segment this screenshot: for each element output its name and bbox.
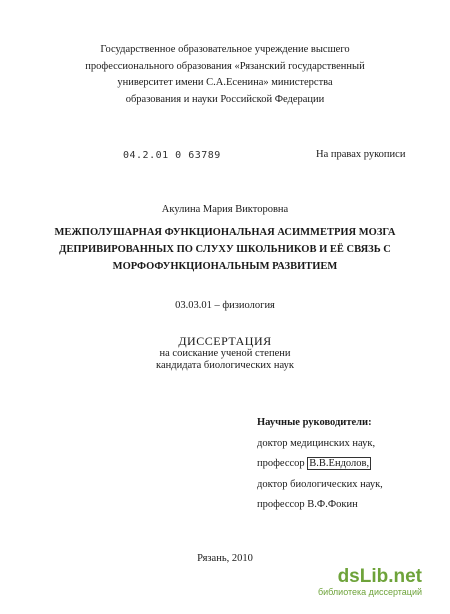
supervisor-line: доктор биологических наук, (257, 478, 383, 490)
watermark (318, 567, 422, 598)
title-line: МЕЖПОЛУШАРНАЯ ФУНКЦИОНАЛЬНАЯ АСИММЕТРИЯ МОЗГА (54, 227, 396, 238)
organization-header (60, 42, 390, 108)
organization-line: образования и науки Российской Федерации (125, 93, 325, 105)
city-year: Рязань, 2010 (197, 553, 253, 564)
dissertation-label: ДИССЕРТАЦИЯ (178, 334, 272, 348)
organization-line: Государственное образовательное учреждение высшего (100, 44, 350, 55)
organization-line: профессионального образования «Рязанский государственный (85, 60, 365, 72)
author-name: Акулина Мария Викторовна (161, 204, 289, 215)
supervisors-block (257, 413, 383, 516)
supervisor-line: доктор медицинских наук, (257, 437, 376, 449)
dissertation-block (0, 335, 450, 373)
degree-line: на соискание ученой степени (159, 347, 291, 359)
supervisor-line: профессор В.Ф.Фокин (257, 499, 358, 510)
supervisor-name-boxed: В.В.Ендолов, (309, 458, 370, 469)
watermark-subtitle: библиотека диссертаций (318, 587, 423, 597)
specialty-code: 03.03.01 – физиология (175, 300, 275, 311)
organization-line: университет имени С.А.Есенина» министерства (117, 77, 333, 88)
supervisor-line (257, 454, 383, 475)
watermark-logo: dsLib.net (337, 566, 423, 587)
degree-line: кандидата биологических наук (156, 360, 294, 371)
supervisors-heading: Научные руководители: (257, 417, 372, 428)
dissertation-title (50, 224, 400, 275)
title-line: ДЕПРИВИРОВАННЫХ ПО СЛУХУ ШКОЛЬНИКОВ И ЕЁ СВЯЗЬ С (59, 244, 391, 255)
title-line: МОРФОФУНКЦИОНАЛЬНЫМ РАЗВИТИЕМ (112, 261, 338, 272)
rights-notice: На правах рукописи (316, 149, 406, 160)
supervisor-title: профессор (257, 458, 308, 469)
stamp-number: 04.2.01 0 63789 (123, 150, 221, 161)
